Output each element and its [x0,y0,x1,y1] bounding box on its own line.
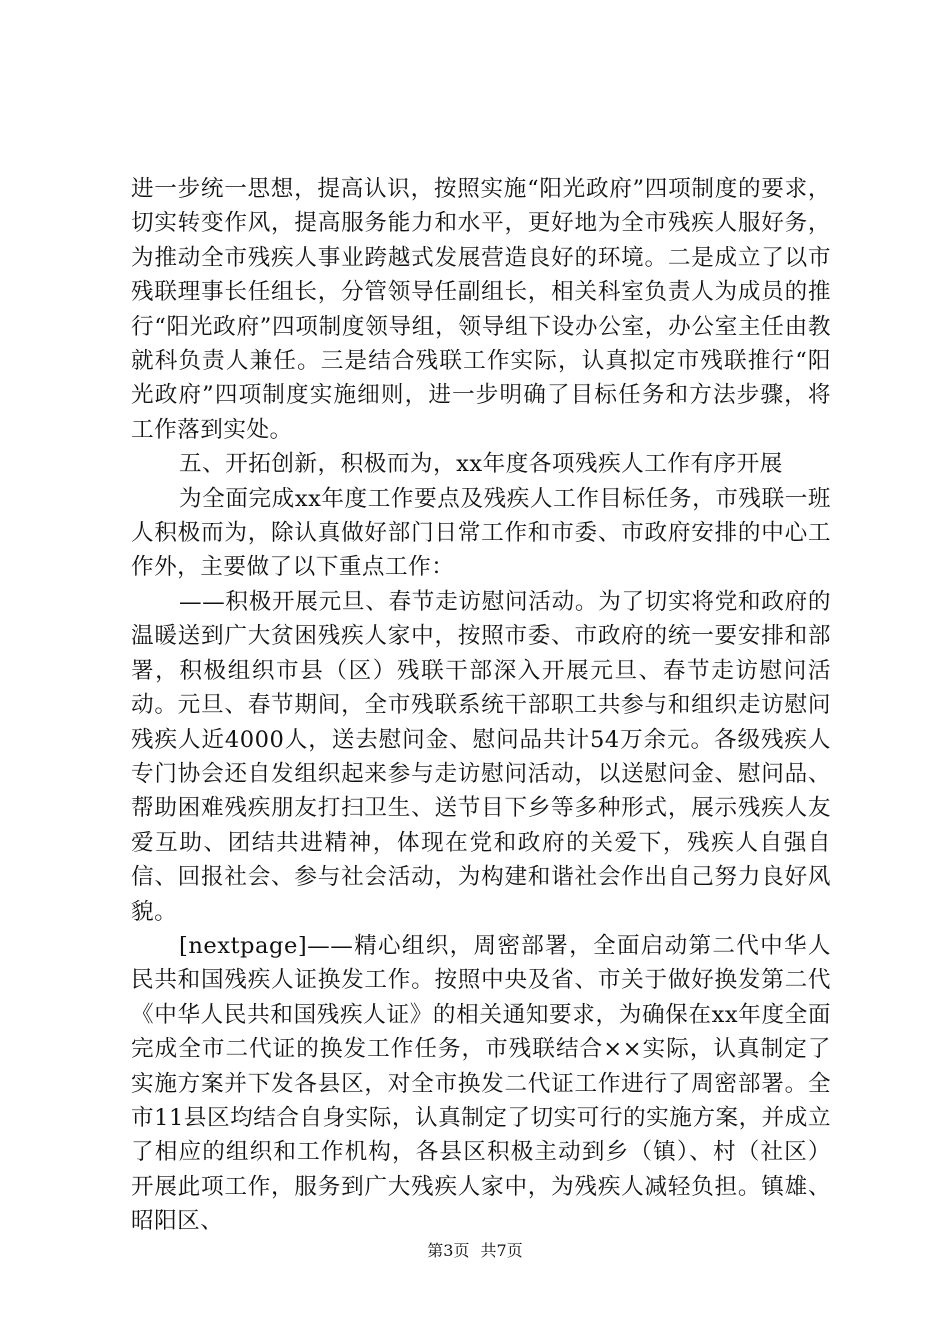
page-footer [0,1241,950,1261]
document-body [131,172,831,1239]
paragraph-visits: ——积极开展元旦、春节走访慰问活动。为了切实将党和政府的温暖送到广大贫困残疾人家中，按照市委、市政府的统一要安排和部署，积极组织市县（区）残联干部深入开展元旦、春节走访慰问活动。元旦、春节期间，全市残联系统干部职工共参与和组织走访慰问残疾人近4000人，送去慰问金、慰问品共计54万余元。各级残疾人专门协会还自发组织起来参与走访慰问活动，以送慰问金、慰问品、帮助困难残疾朋友打扫卫生、送节目下乡等多种形式，展示残疾人友爱互助、团结共进精神，体现在党和政府的关爱下，残疾人自强自信、回报社会、参与社会活动，为构建和谐社会作出自己努力良好风貌。 [131,588,831,925]
paragraph-continuation: 进一步统一思想，提高认识，按照实施“阳光政府”四项制度的要求，切实转变作风，提高服务能力和水平，更好地为全市残疾人服好务，为推动全市残疾人事业跨越式发展营造良好的环境。二是成立了以市残联理事长任组长，分管领导任副组长，相关科室负责人为成员的推行“阳光政府”四项制度领导组，领导组下设办公室，办公室主任由教就科负责人兼任。三是结合残联工作实际，认真拟定市残联推行“阳光政府”四项制度实施细则，进一步明确了目标任务和方法步骤，将工作落到实处。 [131,176,831,443]
paragraph-intro: 为全面完成xx年度工作要点及残疾人工作目标任务，市残联一班人积极而为，除认真做好部门日常工作和市委、市政府安排的中心工作外，主要做了以下重点工作： [131,485,831,581]
page-total: 共7页 [480,1241,523,1260]
page-number: 第3页 [427,1241,470,1260]
paragraph-certificates: [nextpage]——精心组织，周密部署，全面启动第二代中华人民共和国残疾人证换发工作。按照中央及省、市关于做好换发第二代《中华人民共和国残疾人证》的相关通知要求，为确保在xx年度全面完成全市二代证的换发工作任务，市残联结合××实际，认真制定了实施方案并下发各县区，对全市换发二代证工作进行了周密部署。全市11县区均结合自身实际，认真制定了切实可行的实施方案，并成立了相应的组织和工作机构，各县区积极主动到乡（镇）、村（社区）开展此项工作，服务到广大残疾人家中，为残疾人减轻负担。镇雄、昭阳区、 [131,932,831,1235]
section-heading: 五、开拓创新，积极而为，xx年度各项残疾人工作有序开展 [179,451,783,478]
